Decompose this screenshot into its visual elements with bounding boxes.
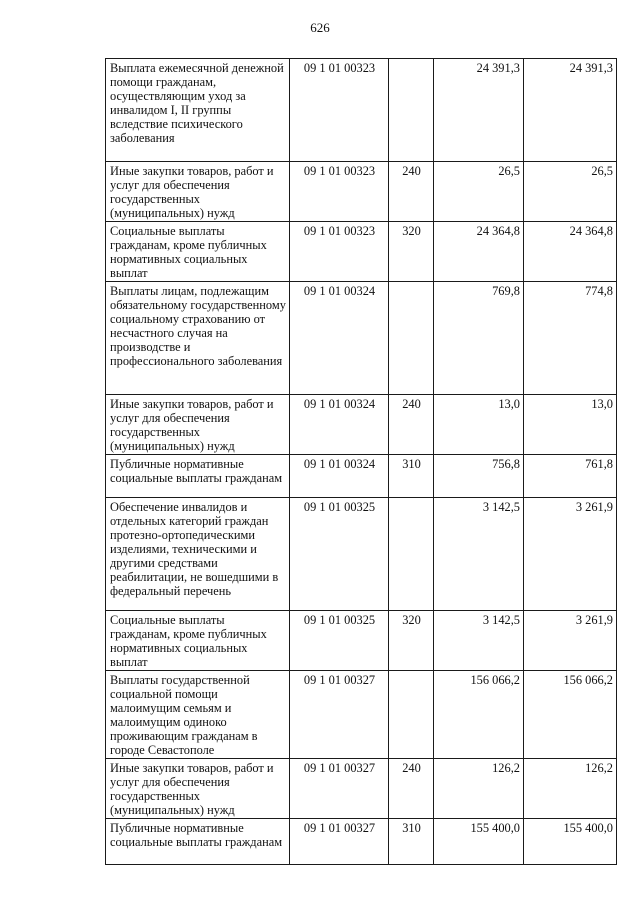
table-row (106, 395, 617, 455)
row-name-cell: Социальные выплаты гражданам, кроме публичных нормативных социальных выплат (106, 222, 290, 282)
row-sum-year1-cell: 3 142,5 (434, 611, 524, 671)
row-name-cell: Иные закупки товаров, работ и услуг для обеспечения государственных (муниципальных) нужд (106, 395, 290, 455)
row-sum-year1-cell: 155 400,0 (434, 819, 524, 865)
row-sum-year1-cell: 756,8 (434, 455, 524, 498)
row-code-cell: 09 1 01 00325 (290, 498, 389, 611)
row-expense-type-cell: 320 (389, 222, 434, 282)
row-sum-year1-cell: 3 142,5 (434, 498, 524, 611)
row-expense-type-cell (389, 59, 434, 162)
row-sum-year2-cell: 24 391,3 (524, 59, 617, 162)
row-sum-year2-cell: 774,8 (524, 282, 617, 395)
row-sum-year2-cell: 26,5 (524, 162, 617, 222)
row-expense-type-cell (389, 498, 434, 611)
row-sum-year1-cell: 126,2 (434, 759, 524, 819)
table-row (106, 498, 617, 611)
row-expense-type-cell: 240 (389, 162, 434, 222)
row-sum-year1-cell: 24 364,8 (434, 222, 524, 282)
row-name-cell: Выплаты лицам, подлежащим обязательному государственному социальному страхованию от несчастного случая на производстве и профессионального заболевания (106, 282, 290, 395)
row-expense-type-cell: 240 (389, 759, 434, 819)
row-sum-year1-cell: 156 066,2 (434, 671, 524, 759)
budget-table-body (106, 59, 617, 865)
row-name-cell: Выплата ежемесячной денежной помощи гражданам, осуществляющим уход за инвалидом I, II группы вследствие психического заболевания (106, 59, 290, 162)
table-row (106, 611, 617, 671)
row-name-cell: Иные закупки товаров, работ и услуг для обеспечения государственных (муниципальных) нужд (106, 162, 290, 222)
row-sum-year2-cell: 761,8 (524, 455, 617, 498)
row-sum-year1-cell: 24 391,3 (434, 59, 524, 162)
page-number: 626 (310, 20, 330, 35)
row-code-cell: 09 1 01 00323 (290, 162, 389, 222)
row-code-cell: 09 1 01 00323 (290, 59, 389, 162)
row-sum-year2-cell: 13,0 (524, 395, 617, 455)
row-expense-type-cell: 310 (389, 819, 434, 865)
row-sum-year2-cell: 126,2 (524, 759, 617, 819)
row-code-cell: 09 1 01 00324 (290, 455, 389, 498)
table-row (106, 759, 617, 819)
row-sum-year1-cell: 26,5 (434, 162, 524, 222)
row-sum-year1-cell: 769,8 (434, 282, 524, 395)
row-code-cell: 09 1 01 00327 (290, 671, 389, 759)
row-code-cell: 09 1 01 00325 (290, 611, 389, 671)
table-row (106, 819, 617, 865)
row-code-cell: 09 1 01 00324 (290, 282, 389, 395)
row-expense-type-cell (389, 671, 434, 759)
table-row (106, 162, 617, 222)
row-code-cell: 09 1 01 00324 (290, 395, 389, 455)
table-row (106, 222, 617, 282)
row-code-cell: 09 1 01 00327 (290, 819, 389, 865)
row-name-cell: Публичные нормативные социальные выплаты гражданам (106, 819, 290, 865)
budget-table (105, 58, 617, 865)
row-expense-type-cell: 240 (389, 395, 434, 455)
row-sum-year1-cell: 13,0 (434, 395, 524, 455)
row-sum-year2-cell: 3 261,9 (524, 611, 617, 671)
table-row (106, 671, 617, 759)
row-sum-year2-cell: 24 364,8 (524, 222, 617, 282)
row-code-cell: 09 1 01 00327 (290, 759, 389, 819)
row-name-cell: Иные закупки товаров, работ и услуг для обеспечения государственных (муниципальных) нужд (106, 759, 290, 819)
row-code-cell: 09 1 01 00323 (290, 222, 389, 282)
row-name-cell: Публичные нормативные социальные выплаты гражданам (106, 455, 290, 498)
table-row (106, 282, 617, 395)
row-expense-type-cell: 320 (389, 611, 434, 671)
table-row (106, 59, 617, 162)
row-sum-year2-cell: 155 400,0 (524, 819, 617, 865)
row-name-cell: Социальные выплаты гражданам, кроме публичных нормативных социальных выплат (106, 611, 290, 671)
row-sum-year2-cell: 156 066,2 (524, 671, 617, 759)
row-name-cell: Выплаты государственной социальной помощи малоимущим семьям и малоимущим одиноко проживающим гражданам в городе Севастополе (106, 671, 290, 759)
row-expense-type-cell: 310 (389, 455, 434, 498)
row-expense-type-cell (389, 282, 434, 395)
row-name-cell: Обеспечение инвалидов и отдельных категорий граждан протезно-ортопедическими изделиями, техническими и другими средствами реабилитации, не вошедшими в федеральный перечень (106, 498, 290, 611)
row-sum-year2-cell: 3 261,9 (524, 498, 617, 611)
table-row (106, 455, 617, 498)
